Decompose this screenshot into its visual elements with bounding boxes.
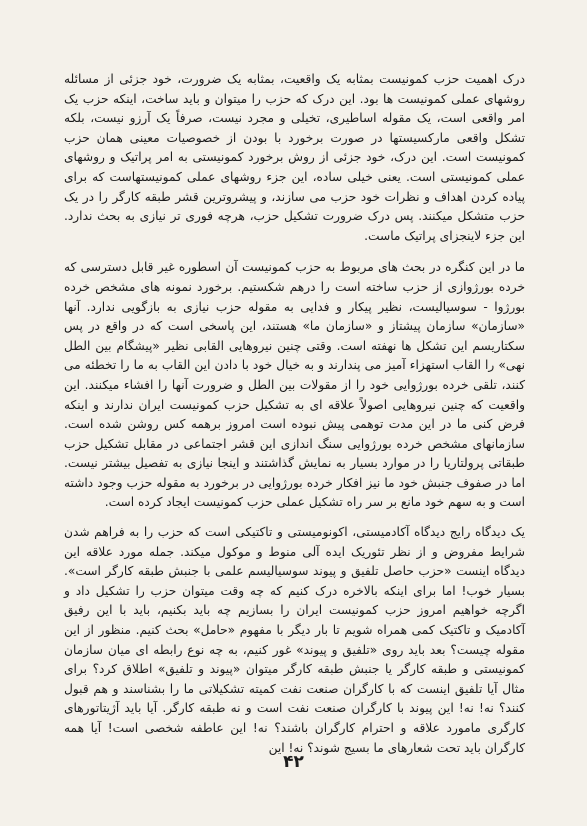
body-text (64, 70, 525, 758)
paragraph-3: یک دیدگاه رایج دیدگاه آکادمیستی، اکونومیستی و تاکتیکی است که حزب را به فراهم شدن شرایط مفروض و از نظر تئوریک ایده آلی منوط و موکول میکند. جمله مورد علاقه این دیدگاه اینست «حزب حاصل تلفیق و پیوند سوسیالیسم علمی با جنبش طبقه کارگر است». بسیار خوب! اما برای اینکه بالاخره درک کنیم که چه وقت میتوان حزب را تشکیل داد و اگرچه خواهیم امروز حزب کمونیست ایران را بسازیم چه باید بکنیم، باید با این رفیق آکادمیک و تاکتیک کمی همراه شویم تا بار دیگر با مفهوم «حامل» بحث کنیم. منظور از این مقوله چیست؟ بعد باید روی «تلفیق و پیوند» غور کنیم، به چه نوع رابطه ای میان سازمان کمونیستی و طبقه کارگر یا جنبش طبقه کارگر میتوان «پیوند و تلفیق» اطلاق کرد؟ برای مثال آیا تلفیق اینست که با کارگران صنعت نفت کمیته تشکیلاتی ما را بشناسند و هم قبول کنند؟ نه! نه! این پیوند با کارگران صنعت نفت است و نه طبقه کارگر. آیا باید آژیتاتورهای کارگری مامورد علاقه و احترام کارگران باشند؟ نه! این عاطفه شخصی است! آیا همه کارگران باید تحت شعارهای ما بسیج شوند؟ نه! این (64, 525, 525, 755)
paragraph-1: درک اهمیت حزب کمونیست بمثابه یک واقعیت، بمثابه یک ضرورت، خود جزئی از مسائله روشهای عملی کمونیست ها بود. این درک که حزب را میتوان و باید ساخت، اینکه حزب یک امر واقعی است، یک مقوله اساطیری، تخیلی و مجرد نیست، صرفاً یک آرزو نیست، بلکه تشکل واقعی مارکسیستها در صورت برخورد با بودن از خصوصیات معینی همان حزب کمونیست است. این درک، خود جزئی از روش برخورد کمونیستی به امر پراتیک و روشهای عملی کمونیستی است. یعنی خیلی ساده، این جزء روشهای عملی کمونیستهاست که برای پیاده کردن اهداف و نظرات خود حزب می سازند، و پیشروترین قشر طبقه کارگر را در یک حزب متشکل میکنند. پس درک ضرورت تشکیل حزب، هرچه فوری تر نیازی به بحث ندارد. این جزء لاینجزای پراتیک ماست. (64, 72, 525, 243)
page-number: ۴۲ (283, 752, 304, 772)
paragraph-2: ما در این کنگره در بحث های مربوط به حزب کمونیست آن اسطوره غیر قابل دسترسی که خرده بورژوازی از حزب ساخته است را درهم شکستیم. برخورد نمونه های مشخص خرده بورژوا - سوسیالیست، نظیر پیکار و فدایی به مقوله حزب نیازی به بازگویی ندارد. آنها «سازمان» سازمان پیشتاز و «سازمان ما» هستند، این پاسخی است که در واقع در پس سکتاریسم این تشکل ها نهفته است. وقتی چنین نیروهایی القابی نظیر «پیشگام بین الطل نهی» را القاب استهزاء آمیز می پندارند و به خیال خود با دادن این القاب به ما را تخطئه می کنند، تلقی خرده بورژوایی خود را از مقولات بین الطل و ضرورت آنها را افشاء میکنند. این واقعیت که چنین نیروهایی اصولاً علاقه ای به تشکیل حزب کمونیست ایران ندارند و اینکه فرض کنی ما در این مدت توهمی پیش نبوده است امروز برهمه کس روشن شده است. سازمانهای مشخص خرده بورژوایی سنگ اندازی این قشر اجتماعی در مقابل تشکیل حزب طبقاتی پرولتاریا را در موارد بسیار به نمایش گذاشتند و اینجا نیازی به تفصیل بیشتر نیست. اما در صفوف جنبش خود ما نیز افکار خرده بورژوایی در برخورد به مقوله حزب وجود داشته است و به سهم خود مانع بر سر راه تشکیل عملی حزب کمونیست ایجاد کرده است. (64, 260, 525, 510)
